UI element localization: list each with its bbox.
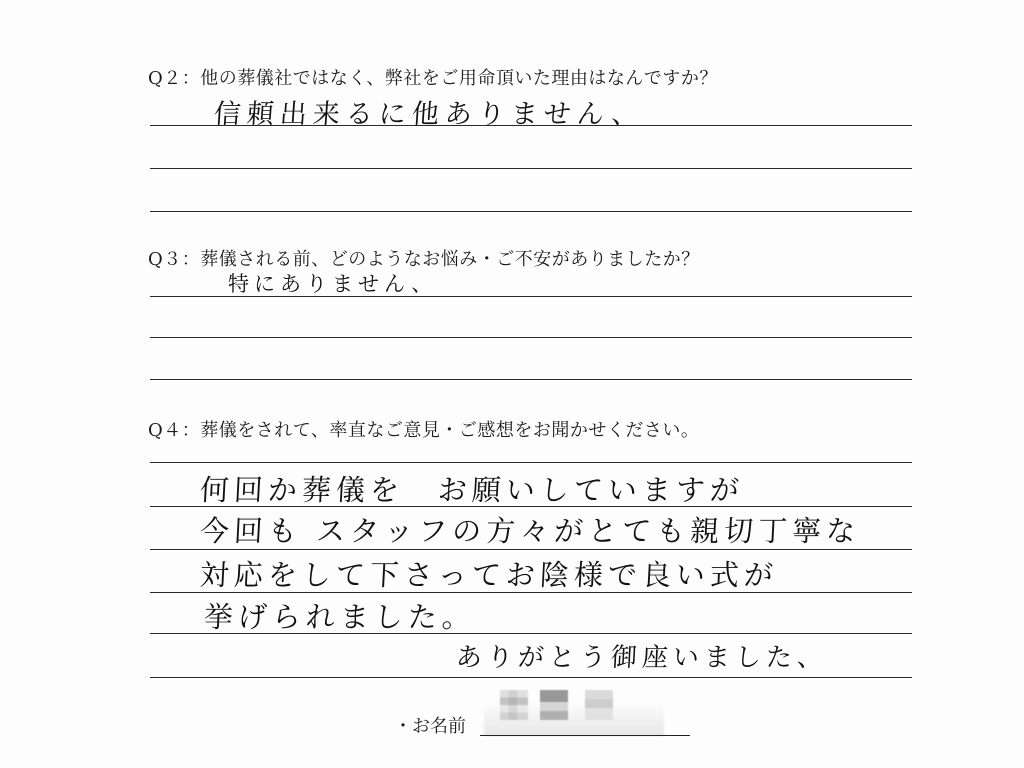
name-label: ・お名前 [394, 716, 466, 737]
answer-line [150, 633, 912, 634]
answer-line [150, 462, 912, 463]
answer-line [150, 677, 912, 678]
answer-line [150, 125, 912, 126]
answer-line [150, 549, 912, 550]
question-4-answer-line-1: 何回か葬儀を お願いしていますが [199, 473, 745, 507]
question-4-label: Q４：葬儀をされて、率直なご意見・ご感想をお聞かせください。 [148, 420, 700, 441]
answer-line [150, 592, 912, 593]
redacted-name-mosaic [500, 690, 528, 720]
question-4-answer-line-2: 今回も スタッフの方々がとても親切丁寧な [199, 514, 862, 548]
name-underline [480, 735, 690, 736]
redacted-name-mosaic [585, 690, 613, 720]
question-4-answer-line-5: ありがとう御座いました、 [455, 643, 829, 673]
answer-line [150, 506, 912, 507]
question-2-label: Q２：他の葬儀社ではなく、弊社をご用命頂いた理由はなんですか？ [148, 68, 718, 89]
answer-line [150, 296, 912, 297]
question-4-answer-line-4: 挙げられました。 [203, 600, 477, 634]
answer-line [150, 379, 912, 380]
question-4-answer-line-3: 対応をして下さってお陰様で良い式が [199, 558, 779, 592]
redacted-name-mosaic [540, 690, 568, 720]
question-2-answer: 信頼出来るに他ありません、 [212, 99, 646, 130]
answer-line [150, 211, 912, 212]
answer-line [150, 337, 912, 338]
question-3-answer: 特にありません、 [228, 272, 438, 296]
answer-line [150, 168, 912, 169]
question-3-label: Q３：葬儀される前、どのようなお悩み・ご不安がありましたか？ [148, 249, 700, 270]
